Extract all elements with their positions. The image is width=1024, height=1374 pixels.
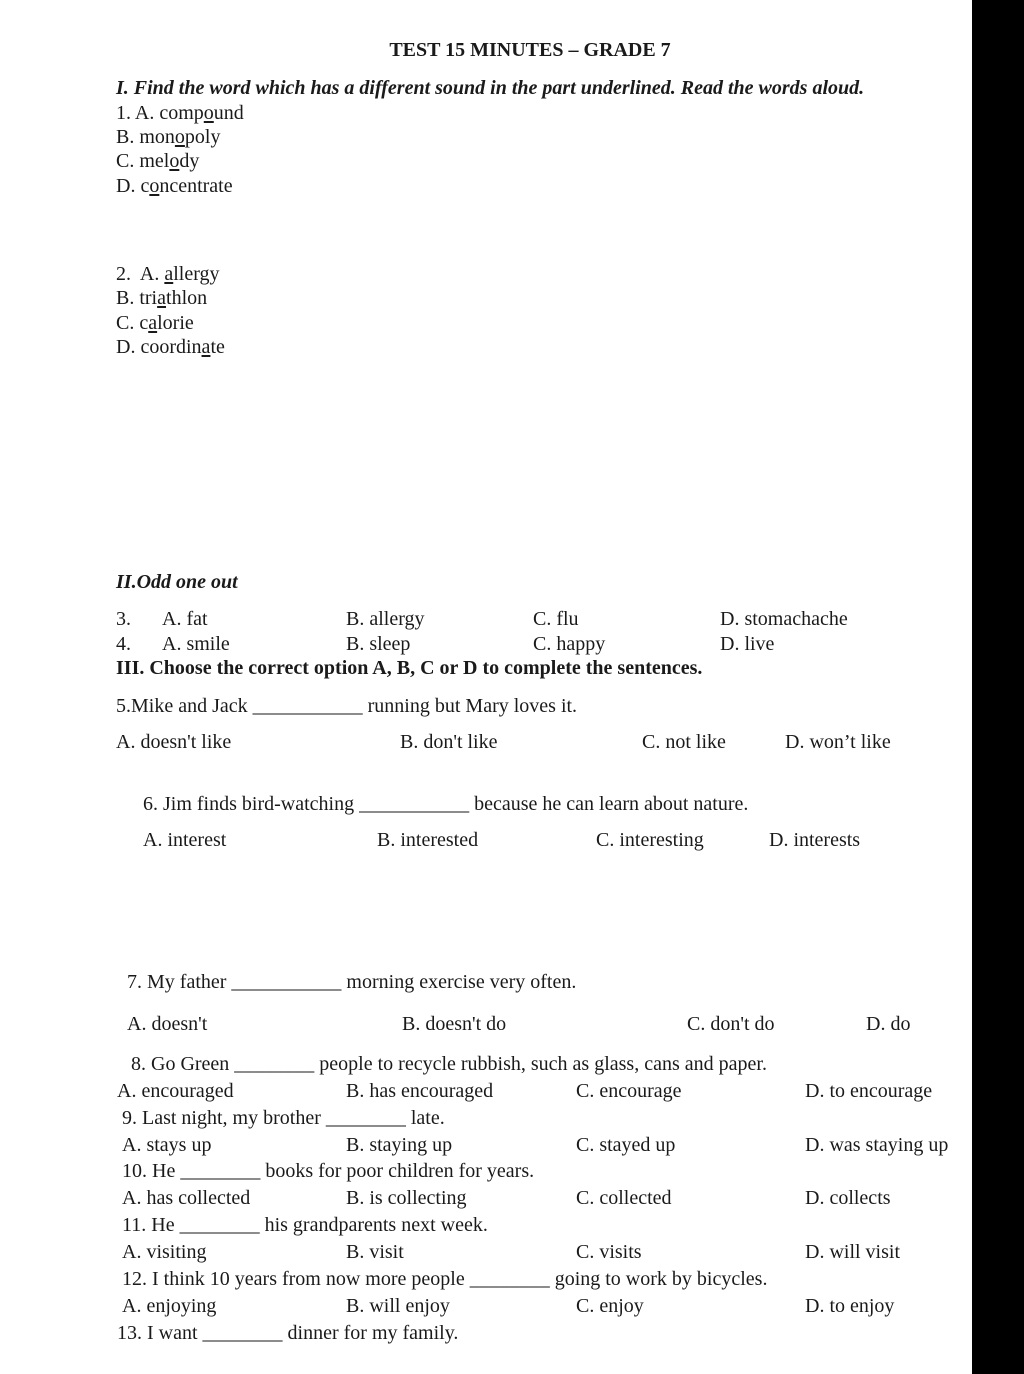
q11-option-c[interactable]: C. visits bbox=[576, 1241, 642, 1263]
q2-option-b[interactable]: B. triathlon bbox=[116, 287, 208, 309]
q7-stem: 7. My father ___________ morning exercise very often. bbox=[127, 971, 577, 993]
q12-stem: 12. I think 10 years from now more people ________ going to work by bicycles. bbox=[122, 1268, 768, 1290]
q10-stem: 10. He ________ books for poor children for years. bbox=[122, 1160, 535, 1182]
q8-option-a[interactable]: A. encouraged bbox=[117, 1080, 234, 1102]
q4-number: 4. bbox=[116, 633, 131, 655]
section-1-heading: I. Find the word which has a different sound in the part underlined. Read the words aloud. bbox=[116, 77, 865, 99]
q6-option-c[interactable]: C. interesting bbox=[596, 829, 704, 851]
q11-option-a[interactable]: A. visiting bbox=[122, 1241, 207, 1263]
q6-option-b[interactable]: B. interested bbox=[377, 829, 479, 851]
q1-option-b[interactable]: B. monopoly bbox=[116, 126, 221, 148]
page-title: TEST 15 MINUTES – GRADE 7 bbox=[389, 39, 671, 61]
q4-option-a[interactable]: A. smile bbox=[162, 633, 230, 655]
q7-option-c[interactable]: C. don't do bbox=[687, 1013, 775, 1035]
q2-option-d[interactable]: D. coordinate bbox=[116, 336, 225, 358]
q3-option-a[interactable]: A. fat bbox=[162, 608, 208, 630]
q9-option-c[interactable]: C. stayed up bbox=[576, 1134, 676, 1156]
q12-option-a[interactable]: A. enjoying bbox=[122, 1295, 217, 1317]
q5-option-b[interactable]: B. don't like bbox=[400, 731, 498, 753]
q8-option-c[interactable]: C. encourage bbox=[576, 1080, 682, 1102]
q13-stem: 13. I want ________ dinner for my family. bbox=[117, 1322, 459, 1344]
q5-option-a[interactable]: A. doesn't like bbox=[116, 731, 232, 753]
q4-option-c[interactable]: C. happy bbox=[533, 633, 606, 655]
q3-option-c[interactable]: C. flu bbox=[533, 608, 579, 630]
q10-option-d[interactable]: D. collects bbox=[805, 1187, 891, 1209]
q10-option-a[interactable]: A. has collected bbox=[122, 1187, 251, 1209]
q12-option-b[interactable]: B. will enjoy bbox=[346, 1295, 450, 1317]
q3-option-d[interactable]: D. stomachache bbox=[720, 608, 848, 630]
q4-option-d[interactable]: D. live bbox=[720, 633, 775, 655]
q5-option-c[interactable]: C. not like bbox=[642, 731, 726, 753]
page-edge-black-bar bbox=[972, 0, 1024, 1374]
q5-option-d[interactable]: D. won’t like bbox=[785, 731, 891, 753]
section-2-heading: II.Odd one out bbox=[116, 571, 238, 593]
q12-option-d[interactable]: D. to enjoy bbox=[805, 1295, 895, 1317]
q12-option-c[interactable]: C. enjoy bbox=[576, 1295, 644, 1317]
q9-option-d[interactable]: D. was staying up bbox=[805, 1134, 949, 1156]
q8-option-d[interactable]: D. to encourage bbox=[805, 1080, 933, 1102]
q11-option-d[interactable]: D. will visit bbox=[805, 1241, 901, 1263]
q6-stem: 6. Jim finds bird-watching ___________ because he can learn about nature. bbox=[143, 793, 749, 815]
q7-option-a[interactable]: A. doesn't bbox=[127, 1013, 208, 1035]
q10-option-b[interactable]: B. is collecting bbox=[346, 1187, 467, 1209]
q1-option-c[interactable]: C. melody bbox=[116, 150, 200, 172]
q2-option-c[interactable]: C. calorie bbox=[116, 312, 194, 334]
section-3-heading: III. Choose the correct option A, B, C or D to complete the sentences. bbox=[116, 657, 703, 679]
q11-stem: 11. He ________ his grandparents next week. bbox=[122, 1214, 488, 1236]
q6-option-a[interactable]: A. interest bbox=[143, 829, 227, 851]
q1-option-d[interactable]: D. concentrate bbox=[116, 175, 233, 197]
q3-option-b[interactable]: B. allergy bbox=[346, 608, 425, 630]
q2-option-a[interactable]: 2. A. allergy bbox=[116, 263, 220, 285]
q5-stem: 5.Mike and Jack ___________ running but Mary loves it. bbox=[116, 695, 578, 717]
q9-option-a[interactable]: A. stays up bbox=[122, 1134, 212, 1156]
q11-option-b[interactable]: B. visit bbox=[346, 1241, 404, 1263]
q9-stem: 9. Last night, my brother ________ late. bbox=[122, 1107, 445, 1129]
q1-option-a[interactable]: 1. A. compound bbox=[116, 102, 244, 124]
q8-stem: 8. Go Green ________ people to recycle rubbish, such as glass, cans and paper. bbox=[131, 1053, 767, 1075]
q7-option-d[interactable]: D. do bbox=[866, 1013, 911, 1035]
q3-number: 3. bbox=[116, 608, 131, 630]
q7-option-b[interactable]: B. doesn't do bbox=[402, 1013, 507, 1035]
q8-option-b[interactable]: B. has encouraged bbox=[346, 1080, 494, 1102]
q10-option-c[interactable]: C. collected bbox=[576, 1187, 672, 1209]
q4-option-b[interactable]: B. sleep bbox=[346, 633, 411, 655]
q9-option-b[interactable]: B. staying up bbox=[346, 1134, 453, 1156]
q6-option-d[interactable]: D. interests bbox=[769, 829, 861, 851]
